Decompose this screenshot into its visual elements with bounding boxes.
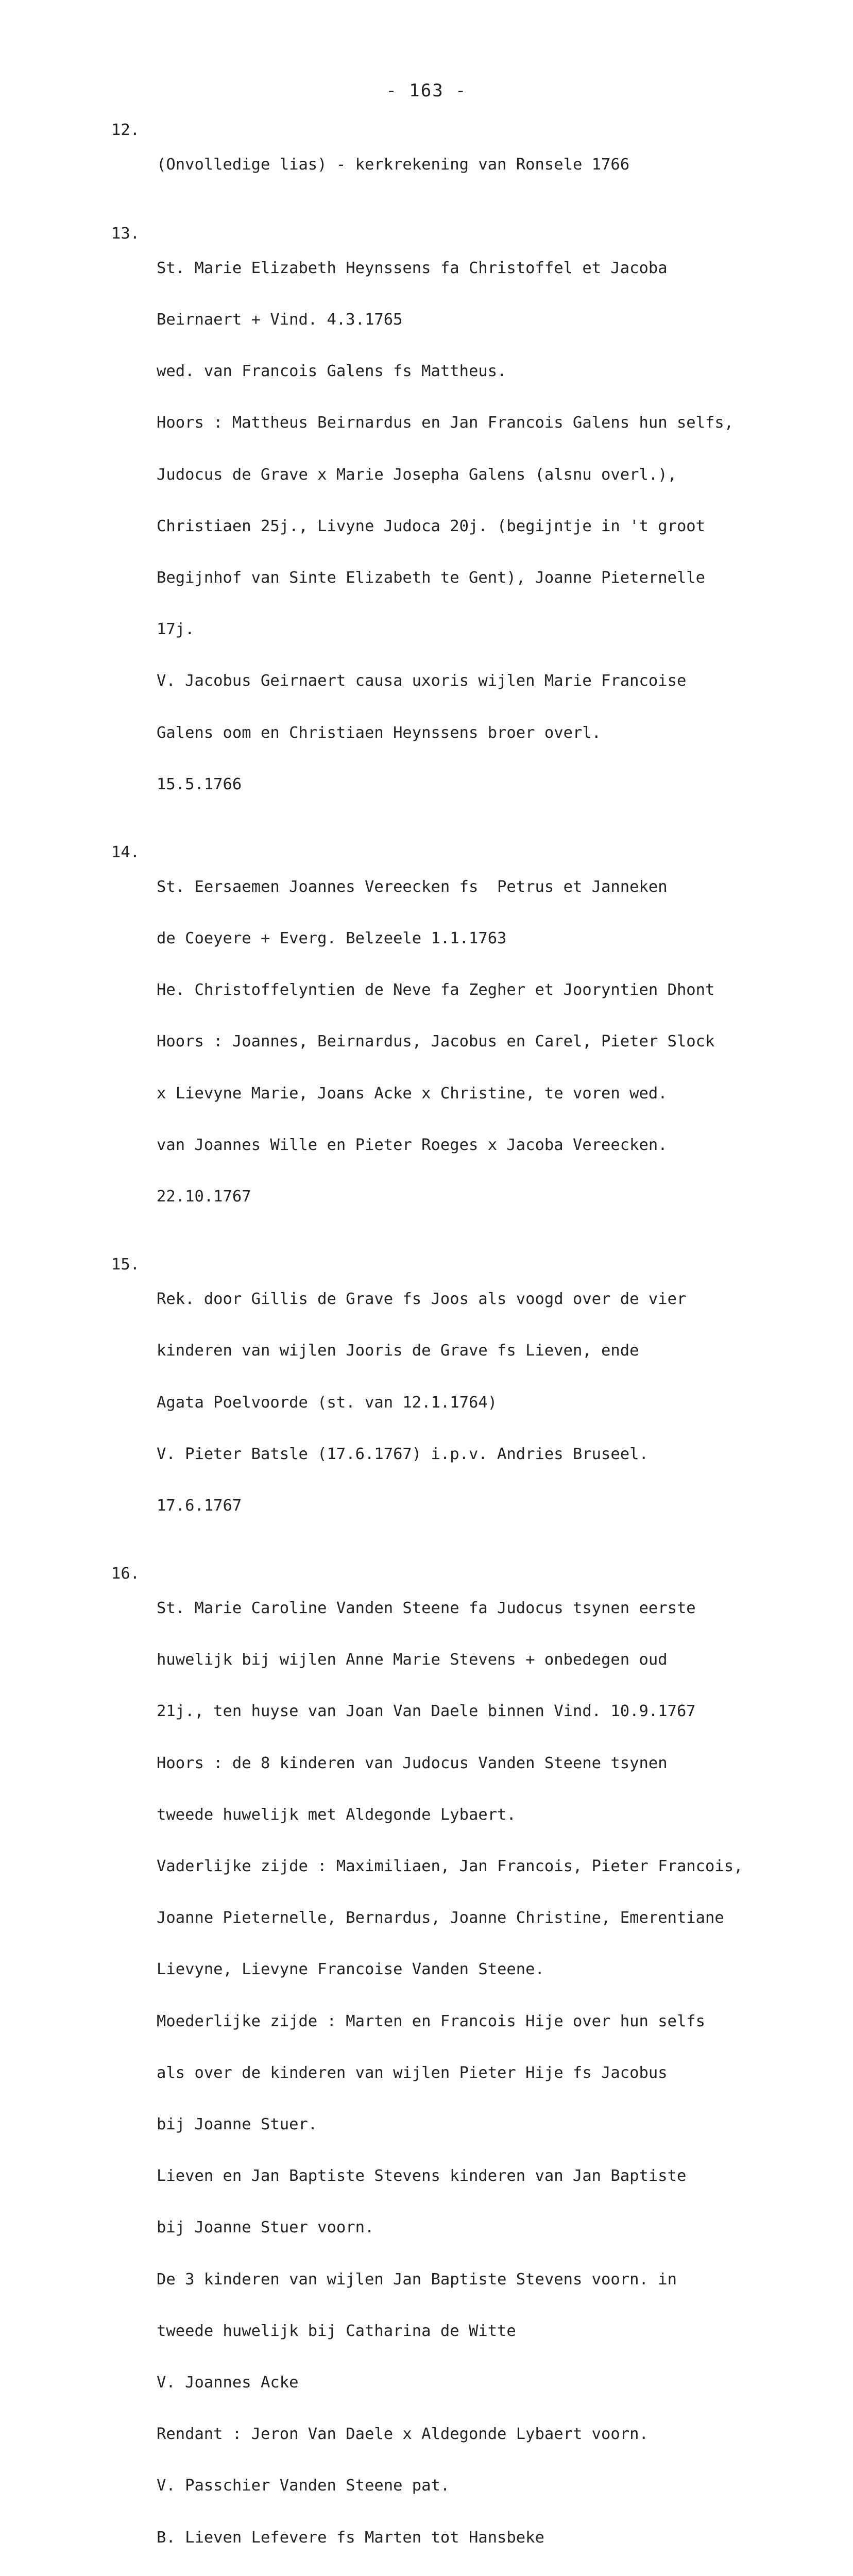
entry-line: St. Marie Caroline Vanden Steene fa Judocus tsynen eerste: [157, 1599, 696, 1617]
entry-number: 15.: [111, 1256, 140, 1274]
entry-line: Joanne Pieternelle, Bernardus, Joanne Christine, Emerentiane: [157, 1909, 724, 1927]
entry-text: [157, 1256, 822, 1549]
entry-number: 12.: [111, 121, 140, 139]
page-number: - 163 -: [386, 80, 467, 101]
entry-line: Lievyne, Lievyne Francoise Vanden Steene.: [157, 1960, 544, 1979]
entry-line: St. Eersaemen Joannes Vereecken fs Petrus et Janneken: [157, 877, 668, 896]
entry-line: St. Marie Elizabeth Heynssens fa Christoffel et Jacoba: [157, 259, 668, 277]
entry-15: [111, 1256, 822, 1549]
entry-line: (Onvolledige lias) - kerkrekening van Ronsele 1766: [157, 155, 630, 174]
entry-number: 14.: [111, 843, 140, 862]
entry-line: huwelijk bij wijlen Anne Marie Stevens + onbedegen oud: [157, 1651, 668, 1669]
entry-line: Moederlijke zijde : Marten en Francois Hije over hun selfs: [157, 2012, 706, 2030]
entry-line: wed. van Francois Galens fs Mattheus.: [157, 362, 507, 381]
entry-line: 17j.: [157, 620, 195, 639]
entry-line: Hoors : Mattheus Beirnardus en Jan Francois Galens hun selfs,: [157, 414, 734, 432]
entry-line: tweede huwelijk bij Catharina de Witte: [157, 2321, 516, 2340]
entry-line: Rendant : Jeron Van Daele x Aldegonde Lybaert voorn.: [157, 2425, 649, 2444]
entry-date: 15.5.1766: [157, 775, 242, 793]
entry-line: 21j., ten huyse van Joan Van Daele binnen Vind. 10.9.1767: [157, 1702, 696, 1721]
entry-line: V. Jacobus Geirnaert causa uxoris wijlen Marie Francoise: [157, 672, 687, 690]
entry-line: De 3 kinderen van wijlen Jan Baptiste Stevens voorn. in: [157, 2270, 677, 2289]
entry-line: Rek. door Gillis de Grave fs Joos als voogd over de vier: [157, 1290, 687, 1309]
entry-line: bij Joanne Stuer voorn.: [157, 2218, 374, 2237]
entry-date: 17.6.1767: [157, 1496, 242, 1515]
entry-line: Galens oom en Christiaen Heynssens broer overl.: [157, 723, 602, 742]
entry-date: 22.10.1767: [157, 1188, 251, 1206]
entry-line: V. Passchier Vanden Steene pat.: [157, 2477, 450, 2495]
entry-line: als over de kinderen van wijlen Pieter Hije fs Jacobus: [157, 2063, 668, 2082]
entry-line: B. Lieven Lefevere fs Marten tot Hansbeke: [157, 2528, 544, 2547]
entry-line: Hoors : de 8 kinderen van Judocus Vanden Steene tsynen: [157, 1754, 668, 1772]
entry-line: Vaderlijke zijde : Maximiliaen, Jan Francois, Pieter Francois,: [157, 1857, 743, 1875]
entry-number: 13.: [111, 225, 140, 243]
entry-text: [157, 225, 822, 827]
entry-14: [111, 844, 822, 1240]
entry-number: 16.: [111, 1565, 140, 1583]
entry-line: de Coeyere + Everg. Belzeele 1.1.1763: [157, 929, 507, 948]
entry-line: Lieven en Jan Baptiste Stevens kinderen van Jan Baptiste: [157, 2167, 687, 2185]
entry-12: [111, 122, 822, 208]
entry-text: [157, 1565, 822, 2576]
entry-text: [157, 122, 822, 208]
entry-line: V. Pieter Batsle (17.6.1767) i.p.v. Andries Bruseel.: [157, 1445, 649, 1463]
entry-line: kinderen van wijlen Jooris de Grave fs Lieven, ende: [157, 1342, 639, 1360]
entry-line: x Lievyne Marie, Joans Acke x Christine, te voren wed.: [157, 1084, 668, 1103]
entry-list: [111, 122, 822, 2576]
entry-line: Christiaen 25j., Livyne Judoca 20j. (begijntje in 't groot: [157, 517, 706, 535]
entry-line: He. Christoffelyntien de Neve fa Zegher et Jooryntien Dhont: [157, 981, 715, 999]
entry-line: van Joannes Wille en Pieter Roeges x Jacoba Vereecken.: [157, 1136, 668, 1154]
entry-13: [111, 225, 822, 827]
entry-line: Hoors : Joannes, Beirnardus, Jacobus en Carel, Pieter Slock: [157, 1032, 715, 1051]
entry-line: Agata Poelvoorde (st. van 12.1.1764): [157, 1393, 498, 1412]
entry-16: [111, 1565, 822, 2576]
entry-line: Judocus de Grave x Marie Josepha Galens (alsnu overl.),: [157, 465, 677, 484]
entry-text: [157, 844, 822, 1240]
entry-line: Begijnhof van Sinte Elizabeth te Gent), Joanne Pieternelle: [157, 569, 706, 587]
entry-line: V. Joannes Acke: [157, 2373, 299, 2392]
entry-line: Beirnaert + Vind. 4.3.1765: [157, 311, 403, 329]
entry-line: tweede huwelijk met Aldegonde Lybaert.: [157, 1805, 516, 1824]
entry-line: bij Joanne Stuer.: [157, 2115, 318, 2133]
